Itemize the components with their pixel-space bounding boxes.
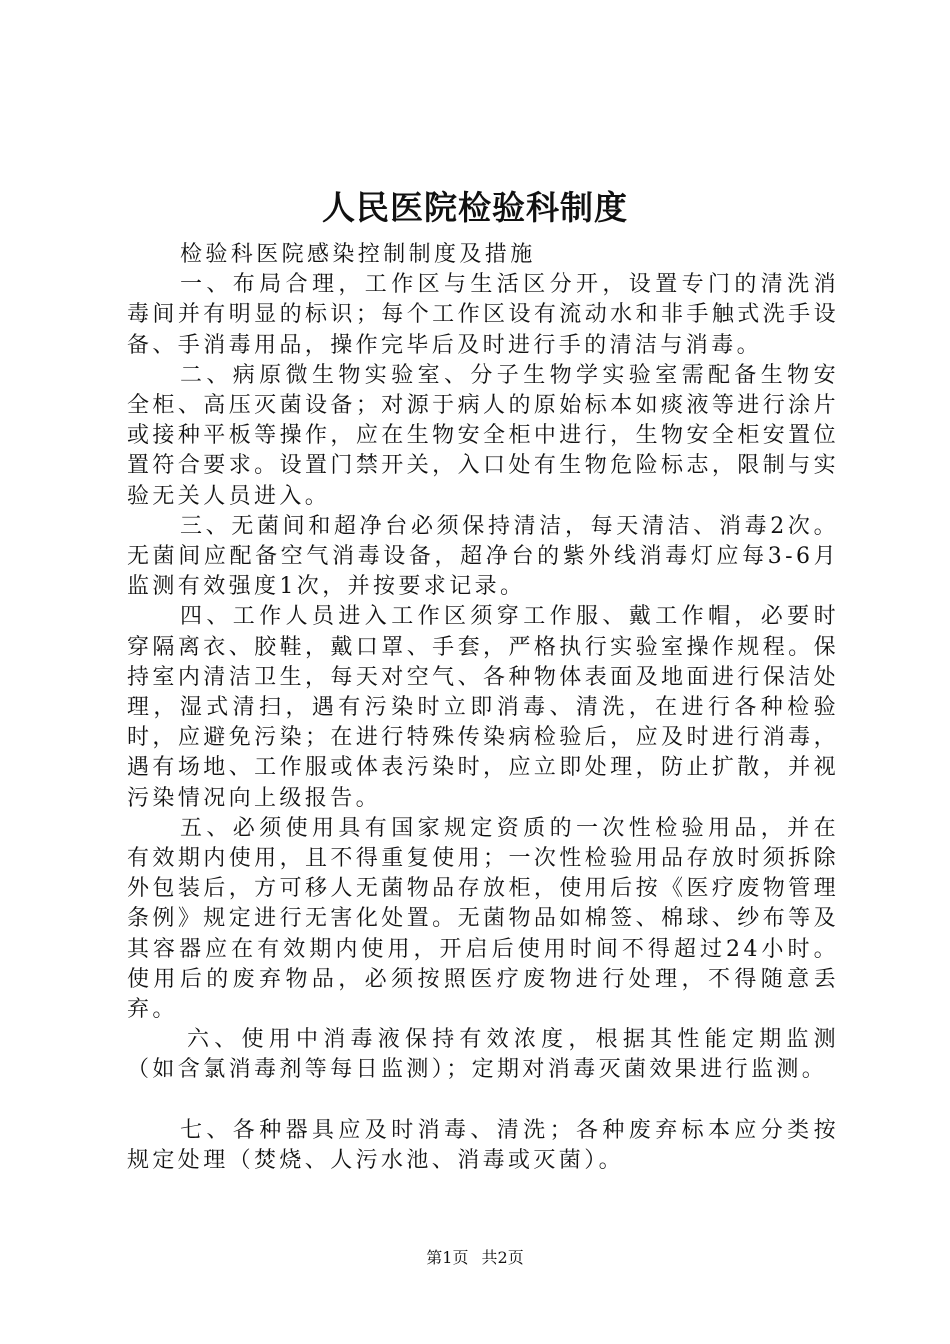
paragraph-6: 六、使用中消毒液保持有效浓度，根据其性能定期监测（如含氯消毒剂等每日监测）；定期对消毒灭菌效果进行监测。: [127, 1027, 839, 1083]
paragraph-2: 二、病原微生物实验室、分子生物学实验室需配备生物安全柜、高压灭菌设备；对源于病人的原始标本如痰液等进行涂片或接种平板等操作，应在生物安全柜中进行，生物安全柜安置位置符合要求。设置门禁开关，入口处有生物危险标志，限制与实验无关人员进入。: [127, 362, 839, 509]
paragraph-1: 一、布局合理，工作区与生活区分开，设置专门的清洗消毒间并有明显的标识；每个工作区设有流动水和非手触式洗手设备、手消毒用品，操作完毕后及时进行手的清洁与消毒。: [127, 272, 839, 358]
page-number-total: 共2页: [481, 1248, 524, 1267]
document-title: 人民医院检验科制度: [322, 188, 628, 227]
paragraph-5: 五、必须使用具有国家规定资质的一次性检验用品，并在有效期内使用，且不得重复使用；一次性检验用品存放时须拆除外包装后，方可移人无菌物品存放柜，使用后按《医疗废物管理条例》规定进行无害化处置。无菌物品如棉签、棉球、纱布等及其容器应在有效期内使用，开启后使用时间不得超过24小时。使用后的废弃物品，必须按照医疗废物进行处理，不得随意丢弃。: [127, 815, 839, 1023]
page-number-current: 第1页: [426, 1248, 469, 1267]
paragraph-7: 七、各种器具应及时消毒、清洗；各种废弃标本应分类按规定处理（焚烧、人污水池、消毒或灭菌）。: [127, 1117, 839, 1174]
paragraph-3: 三、无菌间和超净台必须保持清洁，每天清洁、消毒2次。无菌间应配备空气消毒设备，超净台的紫外线消毒灯应每3-6月监测有效强度1次，并按要求记录。: [127, 513, 839, 600]
document-body: [127, 240, 839, 1176]
paragraph-4: 四、工作人员进入工作区须穿工作服、戴工作帽，必要时穿隔离衣、胶鞋，戴口罩、手套，严格执行实验室操作规程。保持室内清洁卫生，每天对空气、各种物体表面及地面进行保洁处理，湿式清扫，遇有污染时立即消毒、清洗，在进行各种检验时，应避免污染；在进行特殊传染病检验后，应及时进行消毒，遇有场地、工作服或体表污染时，应立即处理，防止扩散，并视污染情况向上级报告。: [127, 604, 839, 811]
section-subtitle: 检验科医院感染控制制度及措施: [180, 242, 536, 267]
page-footer: [0, 1247, 950, 1269]
